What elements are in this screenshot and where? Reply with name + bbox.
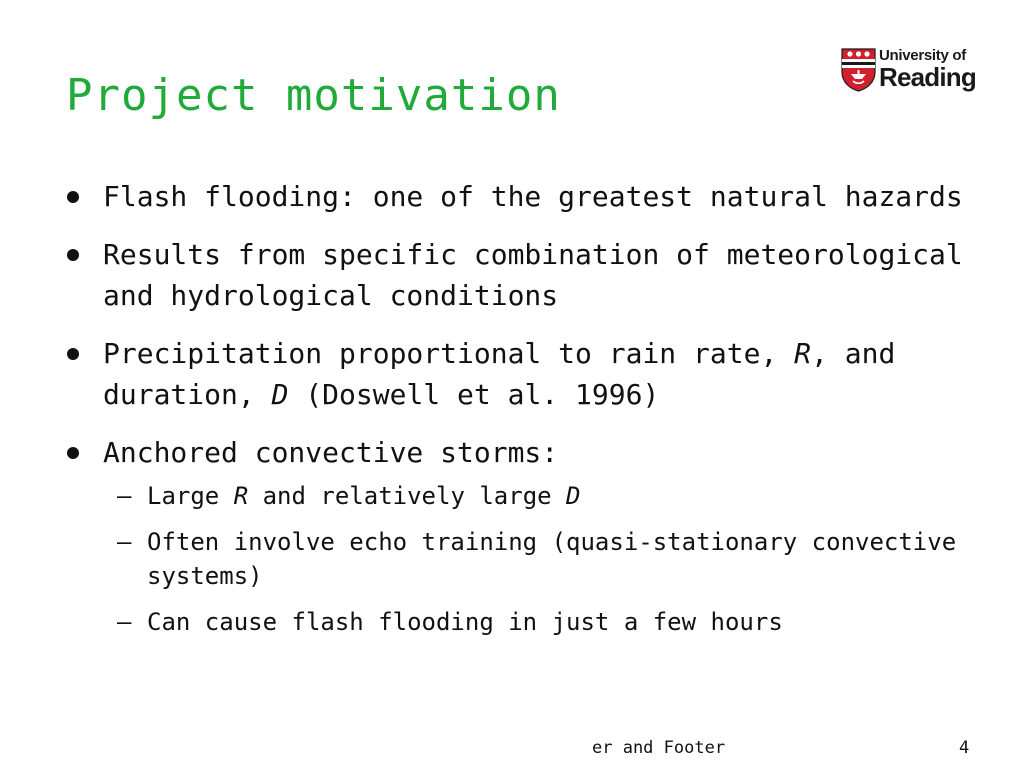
sub-bullet-text: Often involve echo training (quasi-stationary convective systems): [147, 528, 971, 590]
bullet-dot-icon: [67, 348, 79, 360]
bullet-item: [64, 234, 980, 316]
logo-line-1: University of: [879, 47, 966, 64]
sub-bullet-text: [147, 479, 964, 513]
university-logo: [841, 48, 979, 94]
slide-title: Project motivation: [66, 70, 561, 121]
page-number: 4: [959, 738, 970, 758]
bullet-dot-icon: [67, 447, 79, 459]
bullet-list: [64, 176, 980, 639]
bullet-text: Flash flooding: one of the greatest natural hazards: [103, 180, 963, 213]
bullet-item: [64, 432, 971, 639]
logo-line-2: Reading: [879, 62, 976, 92]
bullet-item: [64, 176, 964, 217]
sub-bullet-text-part: and relatively large: [248, 482, 567, 510]
dash-icon: –: [117, 528, 132, 556]
sub-bullet-list: [103, 479, 971, 639]
bullet-text: Anchored convective storms:: [103, 436, 559, 469]
sub-bullet-item: [103, 479, 964, 513]
footer-text: er and Footer: [592, 738, 726, 758]
bullet-item: [64, 333, 964, 415]
duration-symbol: D: [566, 482, 581, 510]
sub-bullet-text-part: Large: [147, 482, 234, 510]
sub-bullet-item: [103, 605, 964, 639]
bullet-text-part: , and duration,: [103, 337, 913, 411]
bullet-text-part: Precipitation proportional to rain rate,: [103, 337, 795, 370]
duration-symbol: D: [271, 378, 289, 411]
slide-body: [64, 176, 980, 656]
bullet-dot-icon: [67, 191, 79, 203]
bullet-text-part: (Doswell et al. 1996): [288, 378, 660, 411]
sub-bullet-item: [103, 525, 971, 593]
bullet-text: Results from specific combination of meteorological and hydrological conditions: [103, 238, 980, 312]
university-crest-icon: [841, 48, 876, 92]
bullet-dot-icon: [67, 249, 79, 261]
dash-icon: –: [117, 608, 132, 636]
dash-icon: –: [117, 482, 132, 510]
bullet-text: [103, 333, 964, 415]
sub-bullet-text: Can cause flash flooding in just a few hours: [147, 608, 783, 636]
rain-rate-symbol: R: [233, 482, 249, 510]
rain-rate-symbol: R: [794, 337, 812, 370]
